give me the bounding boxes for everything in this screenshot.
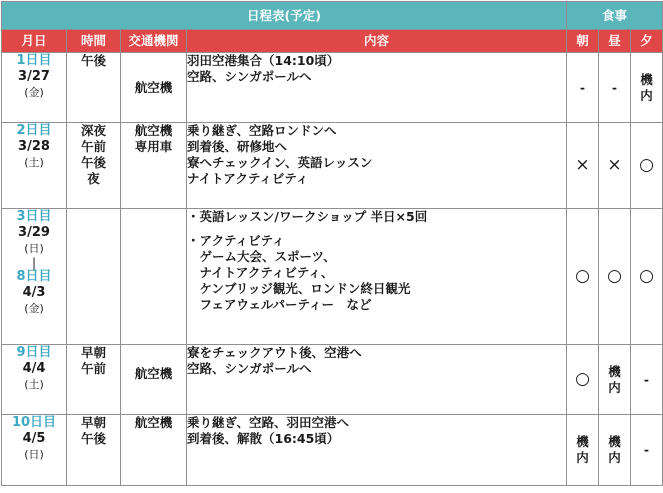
meal-lunch [599, 123, 631, 209]
transport-cell [121, 209, 187, 345]
time-label: 午後 [80, 431, 106, 446]
time-label: 早朝 [80, 415, 106, 430]
month-day: 4/3 [22, 285, 46, 300]
meal-dinner [631, 209, 663, 345]
meal-breakfast-value: 機内 [576, 434, 589, 465]
content-line: 乗り継ぎ、空路ロンドンへ [187, 123, 337, 138]
content-cell [187, 345, 567, 415]
schedule-table [1, 1, 663, 486]
circle-mark: ○ [575, 266, 590, 286]
meal-lunch [599, 345, 631, 415]
transport-label: 航空機 [134, 123, 173, 138]
weekday: (土) [24, 156, 44, 169]
day-label: 10日目 [11, 415, 57, 430]
content-line: ・アクティビティ [187, 233, 285, 248]
transport-label: 専用車 [134, 139, 173, 154]
content-line: 空路、シンガポールへ [187, 69, 312, 84]
time-label: 夜 [87, 171, 100, 186]
meal-lunch-value: 機内 [608, 363, 621, 395]
meal-lunch-value: 機内 [608, 434, 621, 465]
day-label: 9日目 [16, 345, 52, 360]
meal-dinner: - [631, 415, 663, 486]
date-cell [2, 415, 67, 486]
meal-breakfast: - [567, 53, 599, 123]
table-row [2, 415, 663, 486]
circle-mark: ○ [639, 266, 654, 286]
transport-label: 航空機 [134, 366, 173, 381]
time-cell [67, 53, 121, 123]
time-cell [67, 415, 121, 486]
meal-dinner [631, 53, 663, 123]
content-cell [187, 53, 567, 123]
table-row [2, 345, 663, 415]
content-line: 到着後、解散（16:45頃） [187, 431, 340, 446]
content-cell [187, 123, 567, 209]
col-header-content: 内容 [187, 30, 567, 53]
content-line: フェアウェルパーティー など [187, 297, 372, 312]
month-day: 4/4 [22, 361, 46, 376]
weekday: (日) [24, 448, 44, 461]
meal-dinner-value: 機内 [640, 71, 653, 103]
content-line: ナイトアクティビティ、 [187, 265, 334, 280]
date-cell [2, 345, 67, 415]
meal-breakfast [567, 123, 599, 209]
transport-label: 航空機 [134, 415, 173, 430]
table-row [2, 123, 663, 209]
content-line: ゲーム大会、スポーツ、 [187, 249, 336, 264]
content-line: 乗り継ぎ、空路、羽田空港へ [187, 415, 350, 430]
meal-breakfast [567, 345, 599, 415]
col-header-dinner: 夕 [631, 30, 663, 53]
time-label: 早朝 [80, 345, 106, 360]
col-header-time: 時間 [67, 30, 121, 53]
content-line: 羽田空港集合（14:10頃） [187, 53, 340, 68]
transport-cell [121, 53, 187, 123]
content-line: 空路、シンガポールへ [187, 361, 312, 376]
meal-lunch [599, 209, 631, 345]
meal-breakfast [567, 415, 599, 486]
col-header-transport: 交通機関 [121, 30, 187, 53]
time-label: 午後 [80, 155, 106, 170]
day-label: 3日目 [16, 209, 52, 224]
date-cell [2, 209, 67, 345]
month-day: 3/27 [18, 69, 50, 84]
time-label: 午後 [80, 53, 106, 68]
meal-breakfast [567, 209, 599, 345]
content-cell [187, 209, 567, 345]
content-line: ナイトアクティビティ [187, 171, 309, 186]
content-line: ・英語レッスン/ワークショップ 半日×5回 [187, 209, 428, 224]
weekday: (日) [24, 242, 44, 255]
col-header-lunch: 昼 [599, 30, 631, 53]
month-day: 3/29 [18, 225, 50, 240]
weekday: (金) [24, 302, 44, 315]
transport-cell [121, 123, 187, 209]
transport-cell [121, 415, 187, 486]
meal-dinner: - [631, 345, 663, 415]
time-label: 午前 [80, 139, 106, 154]
content-line: 到着後、研修地へ [187, 139, 288, 154]
weekday: (金) [24, 86, 44, 99]
transport-label: 航空機 [134, 79, 173, 95]
range-separator: | [31, 256, 37, 270]
time-cell [67, 123, 121, 209]
meal-dinner [631, 123, 663, 209]
time-cell [67, 345, 121, 415]
content-line: ケンブリッジ観光、ロンドン終日観光 [187, 281, 411, 296]
transport-cell [121, 345, 187, 415]
date-cell [2, 123, 67, 209]
circle-mark: ○ [575, 369, 590, 389]
content-cell [187, 415, 567, 486]
time-cell [67, 209, 121, 345]
content-line: 寮へチェックイン、英語レッスン [187, 155, 373, 170]
cross-mark: × [575, 155, 590, 175]
month-day: 4/5 [22, 431, 46, 446]
meal-lunch: - [599, 53, 631, 123]
time-label: 深夜 [80, 123, 106, 138]
content-line: 寮をチェックアウト後、空港へ [187, 345, 362, 360]
col-header-breakfast: 朝 [567, 30, 599, 53]
day-label: 8日目 [16, 269, 52, 284]
weekday: (土) [24, 378, 44, 391]
circle-mark: ○ [639, 155, 654, 175]
circle-mark: ○ [607, 266, 622, 286]
cross-mark: × [607, 155, 622, 175]
month-day: 3/28 [18, 139, 50, 154]
meal-group-header: 食事 [567, 2, 663, 30]
day-label: 1日目 [16, 53, 52, 68]
col-header-date: 月日 [2, 30, 67, 53]
day-label: 2日目 [16, 123, 52, 138]
meal-lunch [599, 415, 631, 486]
time-label: 午前 [80, 361, 106, 376]
date-cell [2, 53, 67, 123]
table-row [2, 209, 663, 345]
table-row [2, 53, 663, 123]
table-title: 日程表(予定) [2, 2, 567, 30]
